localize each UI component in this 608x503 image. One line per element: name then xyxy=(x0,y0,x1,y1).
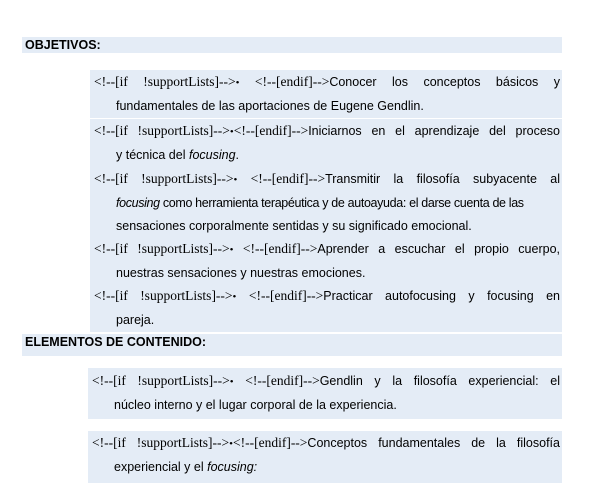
conditional-comment: <!--[endif]--> xyxy=(254,74,330,89)
conditional-comment: <!--[endif]--> xyxy=(232,435,308,450)
conditional-comment: <!--[if !supportLists]--> xyxy=(94,123,230,138)
bullet-icon: • xyxy=(232,291,237,303)
list-item-line xyxy=(94,192,560,215)
emphasis-text: focusing: xyxy=(207,460,258,474)
conditional-comment: <!--[if !supportLists]--> xyxy=(94,241,230,256)
list-item-line xyxy=(94,284,560,309)
list-item-text: como herramienta terapéutica y de autoayuda: el darse cuenta de las xyxy=(159,196,524,210)
list-item-text: nuestras sensaciones y nuestras emociones. xyxy=(116,266,366,280)
conditional-comment: <!--[endif]--> xyxy=(248,288,324,303)
list-item xyxy=(90,167,562,238)
list-item-line xyxy=(94,70,560,95)
bullet-icon: • xyxy=(233,174,238,186)
list-item-text: y técnica del xyxy=(116,148,189,162)
list-item-text: Gendlin y la filosofía experiencial: el xyxy=(319,374,560,388)
list-item xyxy=(90,237,562,285)
list-item-line xyxy=(94,237,560,262)
conditional-comment: <!--[if !supportLists]--> xyxy=(94,74,236,89)
list-item-line xyxy=(92,431,560,456)
list-item xyxy=(90,284,562,332)
list-item-text: Transmitir la filosofía subyacente al xyxy=(325,172,560,186)
list-item-text: fundamentales de las aportaciones de Eugene Gendlin. xyxy=(116,99,424,113)
conditional-comment: <!--[endif]--> xyxy=(242,241,318,256)
bullet-icon: • xyxy=(229,438,233,450)
bullet-icon: • xyxy=(229,244,234,256)
conditional-comment: <!--[if !supportLists]--> xyxy=(92,373,230,388)
emphasis-text: focusing xyxy=(188,148,236,162)
conditional-comment: <!--[if !supportLists]--> xyxy=(94,171,234,186)
list-item xyxy=(88,431,562,483)
list-item-text: núcleo interno y el lugar corporal de la experiencia. xyxy=(114,398,397,412)
bullet-icon: • xyxy=(235,77,240,89)
list-item xyxy=(90,70,562,118)
bullet-icon: • xyxy=(229,126,234,138)
conditional-comment: <!--[endif]--> xyxy=(233,123,309,138)
list-item-line xyxy=(94,119,560,144)
list-item-text: Conocer los conceptos básicos y xyxy=(329,75,560,89)
list-item-text: sensaciones corporalmente sentidas y su significado emocional. xyxy=(116,219,472,233)
objetivos-heading: OBJETIVOS: xyxy=(22,37,562,53)
list-item-text: Aprender a escuchar el propio cuerpo, xyxy=(317,242,560,256)
list-item-text: experiencial y el xyxy=(114,460,208,474)
list-item-line xyxy=(94,167,560,192)
elementos-heading: ELEMENTOS DE CONTENIDO: xyxy=(22,334,562,356)
list-item-line xyxy=(92,369,560,394)
list-item-line xyxy=(94,144,560,167)
list-item-text: Iniciarnos en el aprendizaje del proceso xyxy=(308,124,560,138)
conditional-comment: <!--[if !supportLists]--> xyxy=(92,435,230,450)
list-item-text: Conceptos fundamentales de la filosofía xyxy=(307,436,560,450)
conditional-comment: <!--[endif]--> xyxy=(245,373,320,388)
list-item xyxy=(88,368,562,419)
conditional-comment: <!--[if !supportLists]--> xyxy=(94,288,233,303)
list-item-text: Practicar autofocusing y focusing en xyxy=(323,289,560,303)
list-item-line xyxy=(92,456,560,479)
list-item-text: pareja. xyxy=(116,313,155,327)
list-item-text: . xyxy=(235,148,240,162)
conditional-comment: <!--[endif]--> xyxy=(250,171,326,186)
list-item xyxy=(90,119,562,167)
emphasis-text: focusing xyxy=(116,196,160,210)
bullet-icon: • xyxy=(229,376,234,388)
